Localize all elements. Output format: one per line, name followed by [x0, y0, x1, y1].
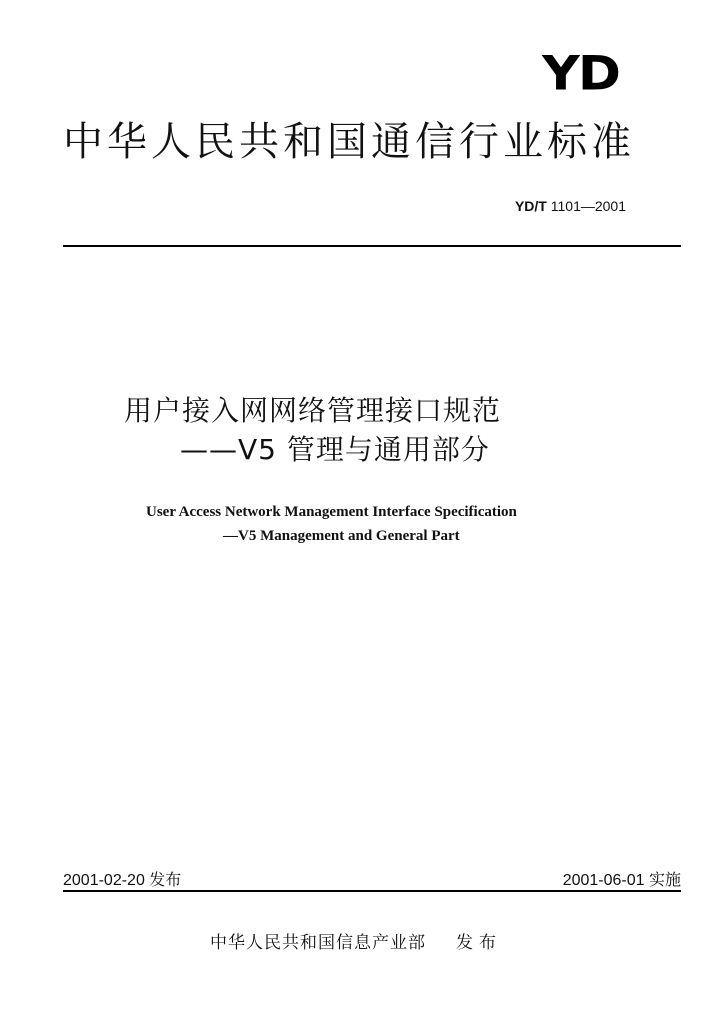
yd-logo: YD — [542, 47, 619, 101]
document-title-english — [0, 500, 701, 548]
standard-number-prefix: YD/T — [514, 198, 547, 214]
top-divider — [63, 245, 681, 247]
title-cn-line-1: 用户接入网网络管理接口规范 — [124, 394, 502, 427]
publish-action: 发布 — [456, 933, 502, 953]
issue-date: 2001-02-20 发布 — [63, 872, 182, 889]
publisher-line — [210, 928, 502, 953]
bottom-divider — [63, 890, 681, 892]
standard-category-title: 中华人民共和国通信行业标准 — [63, 119, 635, 165]
effective-date: 2001-06-01 实施 — [562, 872, 681, 889]
publisher-name: 中华人民共和国信息产业部 — [210, 933, 426, 953]
standard-number-value: 1101—2001 — [550, 198, 626, 214]
title-en-line-1: User Access Network Management Interface Specification — [146, 504, 517, 520]
document-title-chinese — [0, 390, 701, 471]
standard-number — [515, 198, 626, 214]
dates-row — [63, 867, 681, 889]
title-cn-line-2: ——V5 管理与通用部分 — [180, 433, 490, 466]
title-en-line-2: —V5 Management and General Part — [223, 528, 460, 544]
